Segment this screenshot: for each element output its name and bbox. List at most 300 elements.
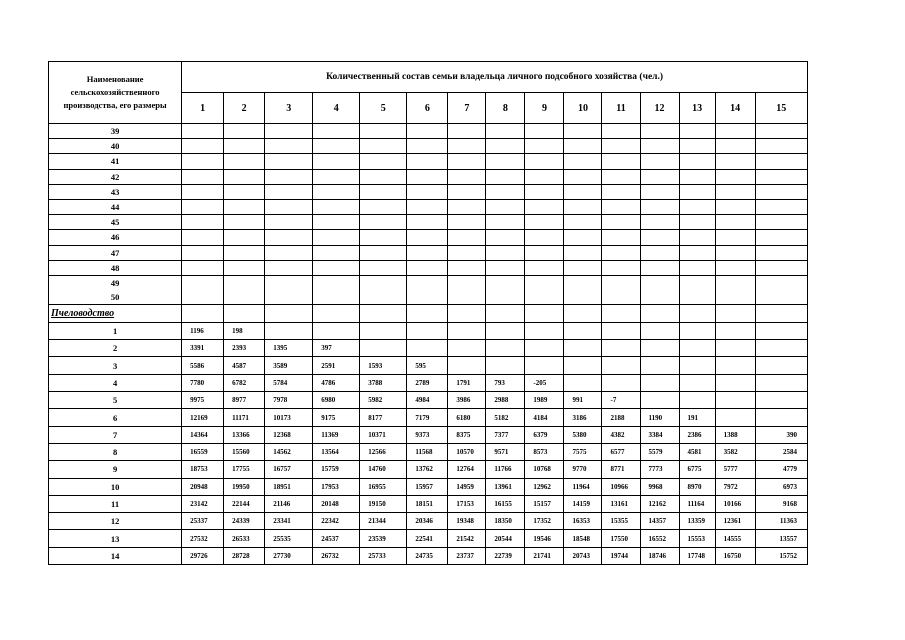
empty-cell <box>265 245 313 260</box>
value-cell: 3788 <box>360 374 407 391</box>
table-row <box>49 215 808 230</box>
value-cell <box>525 340 564 357</box>
value-cell: 13961 <box>486 478 525 495</box>
row-label <box>49 275 182 304</box>
value-cell: 17550 <box>602 530 640 547</box>
table-row <box>49 169 808 184</box>
empty-cell <box>407 124 448 139</box>
value-cell: 6980 <box>313 392 360 409</box>
empty-cell <box>755 304 807 322</box>
value-cell: 18951 <box>265 478 313 495</box>
empty-cell <box>679 124 715 139</box>
value-cell: 2584 <box>755 443 807 460</box>
table-row <box>49 443 808 460</box>
value-cell: 8375 <box>448 426 486 443</box>
row-label: 4 <box>49 374 182 391</box>
value-cell: 22739 <box>486 547 525 564</box>
value-cell <box>602 322 640 339</box>
value-cell: 2988 <box>486 392 525 409</box>
empty-cell <box>407 139 448 154</box>
empty-cell <box>640 184 679 199</box>
value-cell: 19744 <box>602 547 640 564</box>
value-cell <box>715 409 755 426</box>
value-cell <box>640 322 679 339</box>
row-label: 48 <box>49 260 182 275</box>
value-cell <box>715 392 755 409</box>
value-cell <box>525 322 564 339</box>
empty-cell <box>715 184 755 199</box>
value-cell: 3986 <box>448 392 486 409</box>
empty-cell <box>602 275 640 304</box>
value-cell: 1989 <box>525 392 564 409</box>
value-cell <box>564 374 602 391</box>
empty-cell <box>755 184 807 199</box>
empty-cell <box>360 184 407 199</box>
empty-cell <box>640 230 679 245</box>
value-cell: 6379 <box>525 426 564 443</box>
empty-cell <box>448 124 486 139</box>
value-cell: 10570 <box>448 443 486 460</box>
empty-cell <box>525 169 564 184</box>
empty-cell <box>182 230 224 245</box>
table-row <box>49 478 808 495</box>
value-cell: 8970 <box>679 478 715 495</box>
empty-cell <box>448 215 486 230</box>
value-cell <box>640 340 679 357</box>
empty-cell <box>755 139 807 154</box>
value-cell <box>679 322 715 339</box>
empty-cell <box>679 245 715 260</box>
empty-cell <box>602 169 640 184</box>
value-cell: 20743 <box>564 547 602 564</box>
value-cell: 5777 <box>715 461 755 478</box>
empty-cell <box>602 215 640 230</box>
value-cell: 9373 <box>407 426 448 443</box>
value-cell: 7179 <box>407 409 448 426</box>
row-label: 47 <box>49 245 182 260</box>
value-cell: 14760 <box>360 461 407 478</box>
column-number: 10 <box>564 93 602 124</box>
row-label: 14 <box>49 547 182 564</box>
value-cell: 4779 <box>755 461 807 478</box>
value-cell: 6577 <box>602 443 640 460</box>
empty-cell <box>486 154 525 169</box>
table-row <box>49 230 808 245</box>
row-label: 5 <box>49 392 182 409</box>
empty-cell <box>224 124 265 139</box>
empty-cell <box>182 245 224 260</box>
empty-cell <box>602 304 640 322</box>
value-cell: 9770 <box>564 461 602 478</box>
empty-cell <box>313 260 360 275</box>
value-cell: 7377 <box>486 426 525 443</box>
table-row <box>49 139 808 154</box>
row-label: 6 <box>49 409 182 426</box>
empty-cell <box>564 199 602 214</box>
empty-cell <box>224 230 265 245</box>
value-cell: 2393 <box>224 340 265 357</box>
value-cell: 595 <box>407 357 448 374</box>
empty-cell <box>360 154 407 169</box>
value-cell <box>407 322 448 339</box>
value-cell: 7780 <box>182 374 224 391</box>
column-number: 3 <box>265 93 313 124</box>
empty-cell <box>602 199 640 214</box>
empty-cell <box>525 275 564 304</box>
row-label: 2 <box>49 340 182 357</box>
empty-cell <box>182 215 224 230</box>
value-cell <box>640 374 679 391</box>
value-cell: 12361 <box>715 513 755 530</box>
empty-cell <box>715 245 755 260</box>
empty-cell <box>313 230 360 245</box>
empty-cell <box>602 139 640 154</box>
empty-cell <box>755 124 807 139</box>
value-cell: 21542 <box>448 530 486 547</box>
empty-cell <box>679 260 715 275</box>
table-row <box>49 547 808 564</box>
table-row <box>49 260 808 275</box>
value-cell: 17953 <box>313 478 360 495</box>
empty-cell <box>224 215 265 230</box>
value-cell: 22144 <box>224 495 265 512</box>
value-cell: 10371 <box>360 426 407 443</box>
value-cell: 11363 <box>755 513 807 530</box>
empty-cell <box>755 245 807 260</box>
value-cell: 24735 <box>407 547 448 564</box>
table-row <box>49 530 808 547</box>
value-cell: 13359 <box>679 513 715 530</box>
empty-cell <box>564 245 602 260</box>
value-cell: 13557 <box>755 530 807 547</box>
empty-cell <box>265 230 313 245</box>
empty-cell <box>486 199 525 214</box>
value-cell: 21146 <box>265 495 313 512</box>
value-cell: 3582 <box>715 443 755 460</box>
row-label: 43 <box>49 184 182 199</box>
value-cell <box>755 340 807 357</box>
empty-cell <box>715 260 755 275</box>
value-cell: 12368 <box>265 426 313 443</box>
empty-cell <box>486 245 525 260</box>
value-cell: 3384 <box>640 426 679 443</box>
empty-cell <box>755 154 807 169</box>
empty-cell <box>755 230 807 245</box>
empty-cell <box>313 245 360 260</box>
empty-cell <box>313 275 360 304</box>
empty-cell <box>224 199 265 214</box>
empty-cell <box>313 184 360 199</box>
empty-cell <box>313 215 360 230</box>
value-cell: 4581 <box>679 443 715 460</box>
value-cell: 9571 <box>486 443 525 460</box>
empty-cell <box>407 184 448 199</box>
value-cell: 9168 <box>755 495 807 512</box>
empty-cell <box>224 184 265 199</box>
empty-cell <box>407 275 448 304</box>
value-cell: 3589 <box>265 357 313 374</box>
empty-cell <box>407 215 448 230</box>
empty-cell <box>755 275 807 304</box>
empty-cell <box>564 184 602 199</box>
empty-cell <box>360 304 407 322</box>
empty-cell <box>360 215 407 230</box>
value-cell: 793 <box>486 374 525 391</box>
empty-cell <box>407 154 448 169</box>
column-number: 2 <box>224 93 265 124</box>
empty-cell <box>564 260 602 275</box>
value-cell <box>679 374 715 391</box>
empty-cell <box>715 275 755 304</box>
value-cell: 1388 <box>715 426 755 443</box>
value-cell: 15957 <box>407 478 448 495</box>
empty-cell <box>640 199 679 214</box>
empty-cell <box>182 199 224 214</box>
value-cell <box>640 392 679 409</box>
value-cell: 21741 <box>525 547 564 564</box>
value-cell <box>602 340 640 357</box>
empty-cell <box>486 230 525 245</box>
empty-cell <box>525 154 564 169</box>
empty-cell <box>564 169 602 184</box>
row-label: 13 <box>49 530 182 547</box>
empty-cell <box>448 154 486 169</box>
row-label: 9 <box>49 461 182 478</box>
value-cell <box>679 357 715 374</box>
column-number: 15 <box>755 93 807 124</box>
value-cell <box>564 322 602 339</box>
column-number: 5 <box>360 93 407 124</box>
value-cell: -205 <box>525 374 564 391</box>
value-cell: 18548 <box>564 530 602 547</box>
value-cell <box>755 374 807 391</box>
empty-cell <box>679 230 715 245</box>
value-cell: 23341 <box>265 513 313 530</box>
row-label: 42 <box>49 169 182 184</box>
value-cell <box>755 392 807 409</box>
value-cell: 28728 <box>224 547 265 564</box>
empty-cell <box>525 245 564 260</box>
value-cell: 2188 <box>602 409 640 426</box>
empty-cell <box>407 304 448 322</box>
value-cell: 21344 <box>360 513 407 530</box>
value-cell: 13564 <box>313 443 360 460</box>
empty-cell <box>715 124 755 139</box>
value-cell: 5380 <box>564 426 602 443</box>
table-row <box>49 184 808 199</box>
value-cell <box>755 409 807 426</box>
empty-cell <box>602 260 640 275</box>
value-cell <box>564 357 602 374</box>
empty-cell <box>602 245 640 260</box>
empty-cell <box>407 169 448 184</box>
empty-cell <box>265 215 313 230</box>
empty-cell <box>602 154 640 169</box>
empty-cell <box>224 304 265 322</box>
empty-cell <box>525 124 564 139</box>
value-cell: 198 <box>224 322 265 339</box>
value-cell: 20346 <box>407 513 448 530</box>
empty-cell <box>265 260 313 275</box>
value-cell: 19150 <box>360 495 407 512</box>
value-cell: 26533 <box>224 530 265 547</box>
value-cell: 11766 <box>486 461 525 478</box>
row-label: 41 <box>49 154 182 169</box>
empty-cell <box>525 230 564 245</box>
empty-cell <box>755 215 807 230</box>
value-cell <box>407 340 448 357</box>
value-cell <box>715 322 755 339</box>
table-row <box>49 199 808 214</box>
value-cell: 25733 <box>360 547 407 564</box>
value-cell <box>564 340 602 357</box>
empty-cell <box>602 230 640 245</box>
empty-cell <box>360 199 407 214</box>
empty-cell <box>525 260 564 275</box>
value-cell: 17153 <box>448 495 486 512</box>
empty-cell <box>265 275 313 304</box>
empty-cell <box>564 139 602 154</box>
value-cell: 19950 <box>224 478 265 495</box>
empty-cell <box>525 304 564 322</box>
empty-cell <box>182 139 224 154</box>
value-cell: 13161 <box>602 495 640 512</box>
value-cell: 7773 <box>640 461 679 478</box>
row-label: 46 <box>49 230 182 245</box>
row-label-header: Наименование сельскохозяйственного производства, его размеры <box>49 62 182 124</box>
empty-cell <box>448 169 486 184</box>
empty-cell <box>360 230 407 245</box>
empty-cell <box>448 139 486 154</box>
value-cell: 4184 <box>525 409 564 426</box>
value-cell: 22541 <box>407 530 448 547</box>
value-cell <box>715 340 755 357</box>
value-cell: 20948 <box>182 478 224 495</box>
row-label: 44 <box>49 199 182 214</box>
value-cell: 14959 <box>448 478 486 495</box>
value-cell: 18753 <box>182 461 224 478</box>
empty-cell <box>265 304 313 322</box>
value-cell <box>313 322 360 339</box>
empty-cell <box>407 230 448 245</box>
empty-cell <box>448 245 486 260</box>
empty-cell <box>224 260 265 275</box>
empty-cell <box>182 124 224 139</box>
value-cell: 14357 <box>640 513 679 530</box>
value-cell: 12566 <box>360 443 407 460</box>
value-cell: 9975 <box>182 392 224 409</box>
value-cell: 11171 <box>224 409 265 426</box>
empty-cell <box>360 169 407 184</box>
empty-cell <box>265 139 313 154</box>
table-row <box>49 124 808 139</box>
table-row <box>49 340 808 357</box>
value-cell: 1593 <box>360 357 407 374</box>
empty-cell <box>755 260 807 275</box>
value-cell: 390 <box>755 426 807 443</box>
value-cell: 19348 <box>448 513 486 530</box>
empty-cell <box>602 124 640 139</box>
value-cell: 17748 <box>679 547 715 564</box>
row-label: 3 <box>49 357 182 374</box>
value-cell: 7575 <box>564 443 602 460</box>
table-row <box>49 409 808 426</box>
value-cell: 191 <box>679 409 715 426</box>
table-row <box>49 275 808 304</box>
value-cell: 12764 <box>448 461 486 478</box>
value-cell <box>360 322 407 339</box>
empty-cell <box>448 230 486 245</box>
column-number: 13 <box>679 93 715 124</box>
value-cell: 18350 <box>486 513 525 530</box>
empty-cell <box>182 184 224 199</box>
empty-cell <box>224 245 265 260</box>
value-cell <box>448 340 486 357</box>
empty-cell <box>679 215 715 230</box>
column-number: 9 <box>525 93 564 124</box>
value-cell: 5182 <box>486 409 525 426</box>
value-cell: 11164 <box>679 495 715 512</box>
empty-cell <box>715 154 755 169</box>
empty-cell <box>564 154 602 169</box>
value-cell <box>640 357 679 374</box>
value-cell: 14159 <box>564 495 602 512</box>
empty-cell <box>525 215 564 230</box>
empty-cell <box>564 215 602 230</box>
empty-cell <box>360 124 407 139</box>
value-cell <box>715 374 755 391</box>
value-cell: 2386 <box>679 426 715 443</box>
empty-cell <box>313 154 360 169</box>
row-label: 8 <box>49 443 182 460</box>
value-cell: 15355 <box>602 513 640 530</box>
row-label: 39 <box>49 124 182 139</box>
empty-cell <box>679 199 715 214</box>
value-cell: 12962 <box>525 478 564 495</box>
row-label-a: 49 <box>110 277 120 288</box>
value-cell: 1190 <box>640 409 679 426</box>
value-cell: 7978 <box>265 392 313 409</box>
row-label-stack <box>49 276 181 304</box>
value-cell: 6973 <box>755 478 807 495</box>
empty-cell <box>407 199 448 214</box>
column-number: 14 <box>715 93 755 124</box>
empty-cell <box>679 184 715 199</box>
value-cell: 13762 <box>407 461 448 478</box>
value-cell: 16353 <box>564 513 602 530</box>
empty-cell <box>182 275 224 304</box>
value-cell: 8977 <box>224 392 265 409</box>
empty-cell <box>486 215 525 230</box>
empty-cell <box>486 124 525 139</box>
value-cell: 1196 <box>182 322 224 339</box>
data-table <box>48 61 808 565</box>
empty-cell <box>640 260 679 275</box>
value-cell: 15157 <box>525 495 564 512</box>
value-cell: 991 <box>564 392 602 409</box>
value-cell: 4382 <box>602 426 640 443</box>
table-row <box>49 392 808 409</box>
value-cell: 23539 <box>360 530 407 547</box>
empty-cell <box>360 245 407 260</box>
empty-cell <box>679 139 715 154</box>
value-cell: 23737 <box>448 547 486 564</box>
value-cell: 16750 <box>715 547 755 564</box>
empty-cell <box>486 184 525 199</box>
empty-cell <box>313 199 360 214</box>
value-cell: 16955 <box>360 478 407 495</box>
value-cell: 11964 <box>564 478 602 495</box>
